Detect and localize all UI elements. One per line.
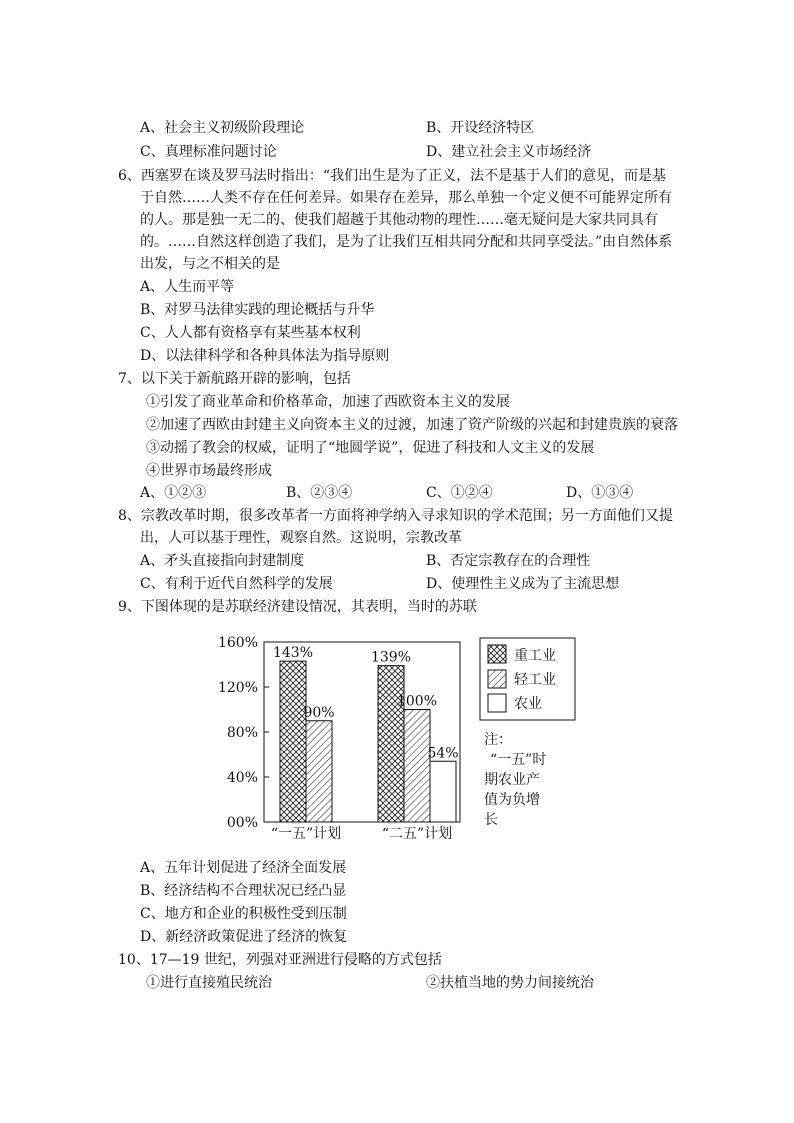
q10-item-2: ②扶植当地的势力间接统治 — [426, 975, 594, 991]
q5-option-b: B、开设经济特区 — [426, 120, 535, 136]
chart-note-line: “一五”时 — [490, 752, 547, 768]
q7-item-3: ③动摇了教会的权威，证明了“地圆学说”，促进了科技和人文主义的发展 — [146, 440, 595, 456]
q6-stem-line: 6、西塞罗在谈及罗马法时指出：“我们出生是为了正义，法不是基于人们的意见，而是基 — [118, 168, 667, 184]
q9-option-d: D、新经济政策促进了经济的恢复 — [140, 929, 348, 945]
y-tick-label: 40% — [226, 770, 258, 786]
q10-stem: 10、17—19 世纪，列强对亚洲进行侵略的方式包括 — [118, 952, 442, 968]
soviet-economy-chart — [200, 626, 600, 848]
legend-label-light-industry: 轻工业 — [514, 672, 556, 688]
bar-agriculture — [430, 761, 456, 822]
q8-stem-line: 出，人可以基于理性，观察自然。这说明，宗教改革 — [140, 530, 462, 546]
q9-option-a: A、五年计划促进了经济全面发展 — [140, 860, 347, 876]
q6-option-c: C、人人都有资格享有某些基本权利 — [140, 325, 361, 341]
q7-option-c: C、①②④ — [426, 485, 493, 501]
x-category-label: “二五”计划 — [381, 826, 453, 842]
legend-swatch-light-industry — [488, 670, 506, 688]
q9-stem: 9、下图体现的是苏联经济建设情况，其表明，当时的苏联 — [118, 599, 477, 615]
chart-note — [484, 732, 546, 828]
q7-item-1: ①引发了商业革命和价格革命，加速了西欧资本主义的发展 — [146, 394, 510, 410]
chart-note-line: 注： — [484, 732, 512, 748]
q8-option-b: B、否定宗教存在的合理性 — [426, 553, 591, 569]
q6-stem-line: 的。……自然这样创造了我们，是为了让我们互相共同分配和共同享受法。”由自然体系 — [140, 234, 673, 250]
y-tick-label: 80% — [226, 725, 258, 741]
q6-stem-line: 的人。那是独一无二的、使我们超越于其他动物的理性……毫无疑问是大家共同具有 — [140, 212, 658, 228]
q8-option-c: C、有利于近代自然科学的发展 — [140, 576, 333, 592]
bar-value-label: 139% — [370, 649, 412, 666]
y-tick-label: 00% — [226, 815, 258, 831]
q6-option-a: A、人生而平等 — [140, 279, 235, 295]
q6-option-b: B、对罗马法律实践的理论概括与升华 — [140, 302, 375, 318]
q7-stem: 7、以下关于新航路开辟的影响，包括 — [118, 371, 351, 387]
bar-heavy-industry — [280, 661, 306, 822]
q7-option-a: A、①②③ — [140, 485, 207, 501]
chart-note-line: 期农业产 — [484, 772, 540, 788]
q6-stem-line: 于自然……人类不存在任何差异。如果存在差异，那么单独一个定义便不可能界定所有 — [140, 190, 672, 206]
bar-light-industry — [404, 710, 430, 823]
q8-option-d: D、使理性主义成为了主流思想 — [426, 576, 620, 592]
q5-option-a: A、社会主义初级阶段理论 — [140, 120, 305, 136]
bar-light-industry — [306, 721, 332, 822]
q5-option-d: D、建立社会主义市场经济 — [426, 144, 592, 160]
chart-legend — [480, 638, 575, 720]
bar-heavy-industry — [378, 666, 404, 822]
bar-value-label: 143% — [272, 645, 314, 662]
chart-note-line: 值为负增 — [484, 792, 540, 808]
bar-value-label: 100% — [396, 693, 438, 710]
legend-label-heavy-industry: 重工业 — [514, 648, 556, 664]
q6-option-d: D、以法律科学和各种具体法为指导原则 — [140, 348, 390, 364]
q10-item-1: ①进行直接殖民统治 — [146, 975, 272, 991]
legend-swatch-heavy-industry — [488, 645, 506, 663]
q9-option-b: B、经济结构不合理状况已经凸显 — [140, 883, 347, 899]
bar-value-label: 54% — [427, 745, 459, 762]
legend-label-agriculture: 农业 — [514, 696, 542, 712]
q7-option-b: B、②③④ — [286, 485, 353, 501]
q7-item-4: ④世界市场最终形成 — [146, 463, 272, 479]
q9-option-c: C、地方和企业的积极性受到压制 — [140, 906, 347, 922]
q8-stem-line: 8、宗教改革时期，很多改革者一方面将神学纳入寻求知识的学术范围；另一方面他们又提 — [118, 508, 673, 524]
chart-note-line: 长 — [484, 812, 498, 828]
legend-swatch-agriculture — [488, 694, 506, 712]
y-tick-label: 160% — [217, 635, 258, 651]
q5-option-c: C、真理标准问题讨论 — [140, 144, 277, 160]
q7-option-d: D、①③④ — [566, 485, 634, 501]
bar-value-label: 90% — [303, 704, 335, 721]
q8-option-a: A、矛头直接指向封建制度 — [140, 553, 305, 569]
q6-stem-line: 出发，与之不相关的是 — [140, 256, 280, 272]
x-category-label: “一五”计划 — [270, 826, 342, 842]
y-tick-label: 120% — [217, 680, 258, 696]
q7-item-2: ②加速了西欧由封建主义向资本主义的过渡，加速了资产阶级的兴起和封建贵族的衰落 — [146, 417, 678, 433]
